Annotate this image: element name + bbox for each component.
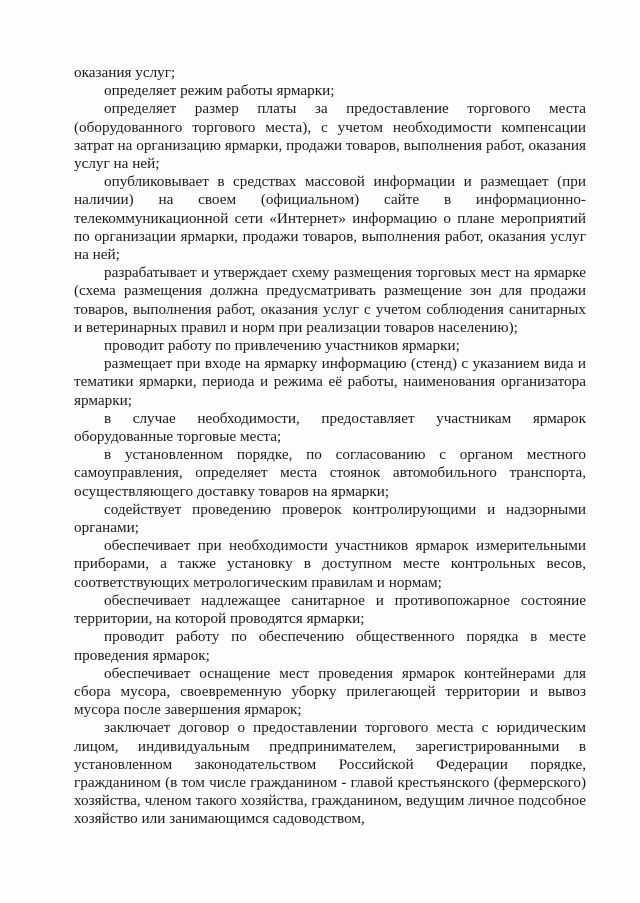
paragraph: содействует проведению проверок контролирующими и надзорными органами; <box>74 500 586 537</box>
paragraph: проводит работу по привлечению участников ярмарки; <box>104 337 460 355</box>
paragraph: разрабатывает и утверждает схему размещения торговых мест на ярмарке (схема размещения должна предусматривать размещение зон для продажи товаров, выполнения работ, оказания услуг с учетом соблюдения санитарных и ветеринарных правил и норм при реализации товаров населению); <box>74 264 586 336</box>
paragraph: опубликовывает в средствах массовой информации и размещает (при наличии) на своем (официальном) сайте в информационно-телекоммуникационной сети «Интернет» информацию о плане мероприятий по организации ярмарки, продажи товаров, выполнения работ, оказания услуг на ней; <box>74 173 586 264</box>
paragraph: в установленном порядке, по согласованию с органом местного самоуправления, определяет места стоянок автомобильного транспорта, осуществляющего доставку товаров на ярмарки; <box>74 446 586 500</box>
paragraph: проводит работу по обеспечению общественного порядка в месте проведения ярмарок; <box>74 628 586 664</box>
paragraph: размещает при входе на ярмарку информацию (стенд) с указанием вида и тематики ярмарки, периода и режима её работы, наименования организатора ярмарки; <box>74 355 586 409</box>
paragraph: в случае необходимости, предоставляет участникам ярмарок оборудованные торговые места; <box>74 409 586 446</box>
paragraph: определяет режим работы ярмарки; <box>104 82 335 100</box>
paragraph: обеспечивает оснащение мест проведения ярмарок контейнерами для сбора мусора, своевременную уборку прилегающей территории и вывоз мусора после завершения ярмарок; <box>74 664 586 719</box>
document-body <box>74 64 586 829</box>
paragraph: обеспечивает при необходимости участников ярмарок измерительными приборами, а также установку в доступном месте контрольных весов, соответствующих метрологическим правилам и нормам; <box>74 537 586 591</box>
paragraph: заключает договор о предоставлении торгового места с юридическим лицом, индивидуальным предпринимателем, зарегистрированными в установленном законодательством Российской Федерации порядке, гражданином (в том числе гражданином - главой крестьянского (фермерского) хозяйства, членом такого хозяйства, гражданином, ведущим личное подсобное хозяйство или занимающимся садоводством, <box>74 719 586 828</box>
paragraph: оказания услуг; <box>74 64 176 81</box>
paragraph: обеспечивает надлежащее санитарное и противопожарное состояние территории, на которой проводятся ярмарки; <box>74 591 586 628</box>
paragraph: определяет размер платы за предоставление торгового места (оборудованного торгового места), с учетом необходимости компенсации затрат на организацию ярмарки, продажи товаров, выполнения работ, оказания услуг на ней; <box>74 100 586 173</box>
